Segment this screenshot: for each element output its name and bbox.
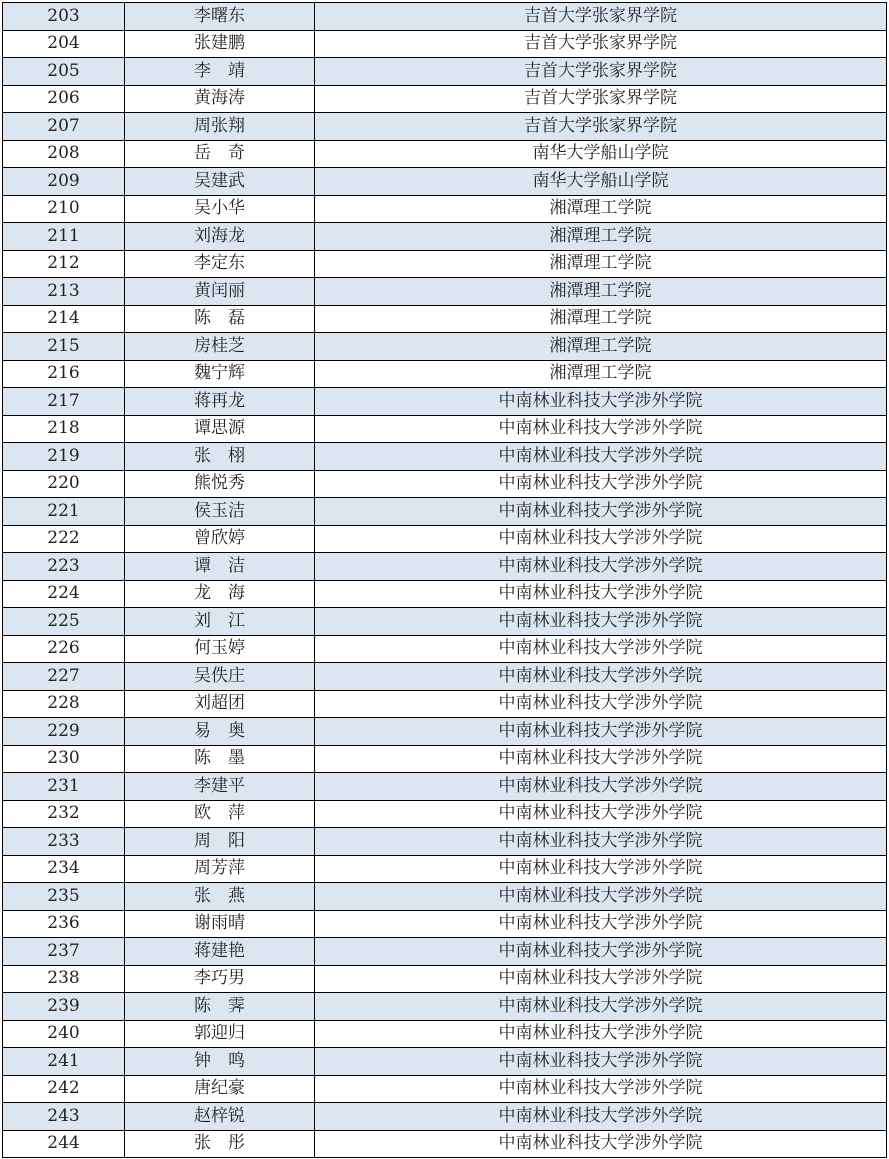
student-name-cell: 魏宁辉 bbox=[125, 360, 315, 388]
student-name-cell: 张 燕 bbox=[125, 883, 315, 911]
school-name-cell: 中南林业科技大学涉外学院 bbox=[315, 1103, 887, 1131]
table-row bbox=[3, 388, 887, 416]
table-row bbox=[3, 718, 887, 746]
school-name-cell: 中南林业科技大学涉外学院 bbox=[315, 1048, 887, 1076]
student-name-cell: 曾欣婷 bbox=[125, 525, 315, 553]
row-number-cell: 228 bbox=[3, 690, 125, 718]
row-number-cell: 233 bbox=[3, 828, 125, 856]
school-name-cell: 中南林业科技大学涉外学院 bbox=[315, 883, 887, 911]
school-name-cell: 中南林业科技大学涉外学院 bbox=[315, 580, 887, 608]
table-row bbox=[3, 910, 887, 938]
student-name-cell: 吴佚庄 bbox=[125, 663, 315, 691]
school-name-cell: 中南林业科技大学涉外学院 bbox=[315, 525, 887, 553]
student-name-cell: 张建鹏 bbox=[125, 30, 315, 58]
student-name-cell: 李定东 bbox=[125, 250, 315, 278]
row-number-cell: 226 bbox=[3, 635, 125, 663]
table-row bbox=[3, 168, 887, 196]
school-name-cell: 中南林业科技大学涉外学院 bbox=[315, 415, 887, 443]
table-body bbox=[3, 3, 887, 1158]
table-row bbox=[3, 553, 887, 581]
student-name-cell: 龙 海 bbox=[125, 580, 315, 608]
school-name-cell: 中南林业科技大学涉外学院 bbox=[315, 828, 887, 856]
row-number-cell: 213 bbox=[3, 278, 125, 306]
student-name-cell: 刘海龙 bbox=[125, 223, 315, 251]
table-row bbox=[3, 608, 887, 636]
table-row bbox=[3, 965, 887, 993]
school-name-cell: 南华大学船山学院 bbox=[315, 140, 887, 168]
row-number-cell: 210 bbox=[3, 195, 125, 223]
table-row bbox=[3, 993, 887, 1021]
student-name-cell: 周张翔 bbox=[125, 113, 315, 141]
row-number-cell: 229 bbox=[3, 718, 125, 746]
table-row bbox=[3, 635, 887, 663]
row-number-cell: 236 bbox=[3, 910, 125, 938]
row-number-cell: 220 bbox=[3, 470, 125, 498]
student-name-cell: 周芳萍 bbox=[125, 855, 315, 883]
row-number-cell: 237 bbox=[3, 938, 125, 966]
student-name-cell: 唐纪豪 bbox=[125, 1075, 315, 1103]
table-row bbox=[3, 1048, 887, 1076]
table-row bbox=[3, 828, 887, 856]
school-name-cell: 湘潭理工学院 bbox=[315, 333, 887, 361]
row-number-cell: 218 bbox=[3, 415, 125, 443]
name-list-table bbox=[2, 2, 887, 1158]
row-number-cell: 225 bbox=[3, 608, 125, 636]
student-name-cell: 谭思源 bbox=[125, 415, 315, 443]
row-number-cell: 231 bbox=[3, 773, 125, 801]
student-name-cell: 李建平 bbox=[125, 773, 315, 801]
table-row bbox=[3, 113, 887, 141]
student-name-cell: 黄闰丽 bbox=[125, 278, 315, 306]
student-name-cell: 张 彤 bbox=[125, 1130, 315, 1158]
row-number-cell: 238 bbox=[3, 965, 125, 993]
student-name-cell: 陈 墨 bbox=[125, 745, 315, 773]
student-name-cell: 陈 霁 bbox=[125, 993, 315, 1021]
table-row bbox=[3, 1103, 887, 1131]
table-row bbox=[3, 223, 887, 251]
table-row bbox=[3, 745, 887, 773]
table-row bbox=[3, 1130, 887, 1158]
student-name-cell: 周 阳 bbox=[125, 828, 315, 856]
student-name-cell: 刘超团 bbox=[125, 690, 315, 718]
row-number-cell: 215 bbox=[3, 333, 125, 361]
school-name-cell: 湘潭理工学院 bbox=[315, 223, 887, 251]
row-number-cell: 244 bbox=[3, 1130, 125, 1158]
row-number-cell: 241 bbox=[3, 1048, 125, 1076]
student-name-cell: 张 栩 bbox=[125, 443, 315, 471]
school-name-cell: 中南林业科技大学涉外学院 bbox=[315, 690, 887, 718]
student-name-cell: 刘 江 bbox=[125, 608, 315, 636]
school-name-cell: 中南林业科技大学涉外学院 bbox=[315, 443, 887, 471]
school-name-cell: 湘潭理工学院 bbox=[315, 250, 887, 278]
student-name-cell: 蒋建艳 bbox=[125, 938, 315, 966]
row-number-cell: 207 bbox=[3, 113, 125, 141]
student-name-cell: 房桂芝 bbox=[125, 333, 315, 361]
row-number-cell: 232 bbox=[3, 800, 125, 828]
table-row bbox=[3, 305, 887, 333]
row-number-cell: 205 bbox=[3, 58, 125, 86]
school-name-cell: 湘潭理工学院 bbox=[315, 305, 887, 333]
table-row bbox=[3, 525, 887, 553]
row-number-cell: 214 bbox=[3, 305, 125, 333]
row-number-cell: 240 bbox=[3, 1020, 125, 1048]
school-name-cell: 中南林业科技大学涉外学院 bbox=[315, 855, 887, 883]
student-name-cell: 何玉婷 bbox=[125, 635, 315, 663]
row-number-cell: 216 bbox=[3, 360, 125, 388]
row-number-cell: 209 bbox=[3, 168, 125, 196]
table-row bbox=[3, 195, 887, 223]
school-name-cell: 吉首大学张家界学院 bbox=[315, 85, 887, 113]
school-name-cell: 中南林业科技大学涉外学院 bbox=[315, 498, 887, 526]
table-row bbox=[3, 800, 887, 828]
student-name-cell: 赵梓锐 bbox=[125, 1103, 315, 1131]
table-row bbox=[3, 1075, 887, 1103]
row-number-cell: 204 bbox=[3, 30, 125, 58]
row-number-cell: 212 bbox=[3, 250, 125, 278]
school-name-cell: 中南林业科技大学涉外学院 bbox=[315, 1075, 887, 1103]
row-number-cell: 219 bbox=[3, 443, 125, 471]
table-row bbox=[3, 938, 887, 966]
student-name-cell: 谢雨晴 bbox=[125, 910, 315, 938]
school-name-cell: 中南林业科技大学涉外学院 bbox=[315, 663, 887, 691]
school-name-cell: 中南林业科技大学涉外学院 bbox=[315, 1020, 887, 1048]
school-name-cell: 中南林业科技大学涉外学院 bbox=[315, 745, 887, 773]
row-number-cell: 222 bbox=[3, 525, 125, 553]
row-number-cell: 203 bbox=[3, 3, 125, 31]
table-row bbox=[3, 250, 887, 278]
student-name-cell: 李 靖 bbox=[125, 58, 315, 86]
school-name-cell: 中南林业科技大学涉外学院 bbox=[315, 965, 887, 993]
student-name-cell: 侯玉洁 bbox=[125, 498, 315, 526]
school-name-cell: 中南林业科技大学涉外学院 bbox=[315, 910, 887, 938]
row-number-cell: 223 bbox=[3, 553, 125, 581]
table-row bbox=[3, 1020, 887, 1048]
row-number-cell: 235 bbox=[3, 883, 125, 911]
school-name-cell: 中南林业科技大学涉外学院 bbox=[315, 470, 887, 498]
table-row bbox=[3, 580, 887, 608]
table-row bbox=[3, 140, 887, 168]
school-name-cell: 中南林业科技大学涉外学院 bbox=[315, 993, 887, 1021]
student-name-cell: 谭 洁 bbox=[125, 553, 315, 581]
school-name-cell: 吉首大学张家界学院 bbox=[315, 30, 887, 58]
row-number-cell: 211 bbox=[3, 223, 125, 251]
row-number-cell: 206 bbox=[3, 85, 125, 113]
row-number-cell: 242 bbox=[3, 1075, 125, 1103]
table-row bbox=[3, 883, 887, 911]
school-name-cell: 湘潭理工学院 bbox=[315, 278, 887, 306]
school-name-cell: 中南林业科技大学涉外学院 bbox=[315, 800, 887, 828]
student-name-cell: 李巧男 bbox=[125, 965, 315, 993]
row-number-cell: 239 bbox=[3, 993, 125, 1021]
student-name-cell: 岳 奇 bbox=[125, 140, 315, 168]
table-row bbox=[3, 773, 887, 801]
table-row bbox=[3, 690, 887, 718]
student-name-cell: 熊悦秀 bbox=[125, 470, 315, 498]
school-name-cell: 中南林业科技大学涉外学院 bbox=[315, 388, 887, 416]
table-row bbox=[3, 30, 887, 58]
school-name-cell: 中南林业科技大学涉外学院 bbox=[315, 635, 887, 663]
student-name-cell: 陈 磊 bbox=[125, 305, 315, 333]
row-number-cell: 217 bbox=[3, 388, 125, 416]
table-row bbox=[3, 85, 887, 113]
row-number-cell: 234 bbox=[3, 855, 125, 883]
row-number-cell: 230 bbox=[3, 745, 125, 773]
table-row bbox=[3, 360, 887, 388]
school-name-cell: 吉首大学张家界学院 bbox=[315, 58, 887, 86]
student-name-cell: 易 奥 bbox=[125, 718, 315, 746]
row-number-cell: 243 bbox=[3, 1103, 125, 1131]
table-row bbox=[3, 58, 887, 86]
school-name-cell: 南华大学船山学院 bbox=[315, 168, 887, 196]
school-name-cell: 湘潭理工学院 bbox=[315, 195, 887, 223]
table-row bbox=[3, 855, 887, 883]
row-number-cell: 224 bbox=[3, 580, 125, 608]
school-name-cell: 中南林业科技大学涉外学院 bbox=[315, 1130, 887, 1158]
school-name-cell: 中南林业科技大学涉外学院 bbox=[315, 553, 887, 581]
school-name-cell: 吉首大学张家界学院 bbox=[315, 113, 887, 141]
school-name-cell: 中南林业科技大学涉外学院 bbox=[315, 608, 887, 636]
row-number-cell: 227 bbox=[3, 663, 125, 691]
table-row bbox=[3, 415, 887, 443]
table-row bbox=[3, 663, 887, 691]
student-name-cell: 欧 萍 bbox=[125, 800, 315, 828]
student-name-cell: 郭迎归 bbox=[125, 1020, 315, 1048]
school-name-cell: 中南林业科技大学涉外学院 bbox=[315, 938, 887, 966]
school-name-cell: 中南林业科技大学涉外学院 bbox=[315, 718, 887, 746]
table-row bbox=[3, 470, 887, 498]
student-name-cell: 李曙东 bbox=[125, 3, 315, 31]
table-row bbox=[3, 278, 887, 306]
school-name-cell: 湘潭理工学院 bbox=[315, 360, 887, 388]
student-name-cell: 吴小华 bbox=[125, 195, 315, 223]
school-name-cell: 吉首大学张家界学院 bbox=[315, 3, 887, 31]
table-row bbox=[3, 333, 887, 361]
student-name-cell: 钟 鸣 bbox=[125, 1048, 315, 1076]
student-name-cell: 黄海涛 bbox=[125, 85, 315, 113]
row-number-cell: 208 bbox=[3, 140, 125, 168]
row-number-cell: 221 bbox=[3, 498, 125, 526]
table-row bbox=[3, 498, 887, 526]
school-name-cell: 中南林业科技大学涉外学院 bbox=[315, 773, 887, 801]
student-name-cell: 吴建武 bbox=[125, 168, 315, 196]
table-row bbox=[3, 443, 887, 471]
student-name-cell: 蒋再龙 bbox=[125, 388, 315, 416]
table-row bbox=[3, 3, 887, 31]
